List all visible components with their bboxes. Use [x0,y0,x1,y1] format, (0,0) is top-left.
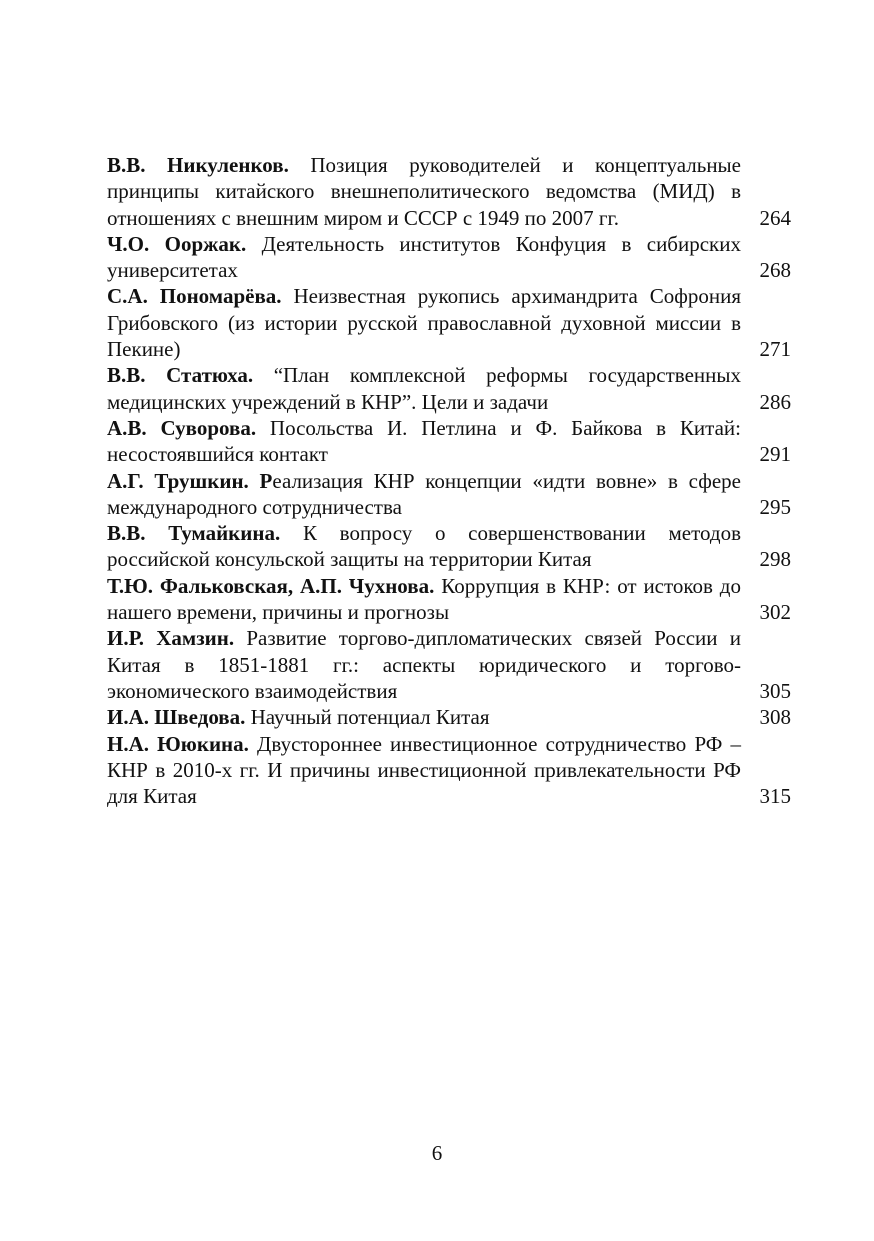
toc-entry [107,573,791,626]
toc-entry [107,468,791,521]
toc-entry-page: 298 [759,547,791,572]
toc-entry-title: К вопросу о совершенствовании методов российской консульской защиты на территории Китая [107,521,742,572]
toc-entry-text [107,283,741,362]
toc-entry-page: 308 [759,705,791,730]
toc-entry-text [107,625,741,704]
toc-entry-page: 305 [759,678,791,703]
toc-entry-page: 295 [759,494,791,519]
page-number: 6 [431,1141,443,1165]
toc-entry-text [107,468,741,521]
toc-entry [107,362,791,415]
toc-entry [107,152,791,231]
toc-entry [107,704,791,730]
toc-entry-page: 271 [759,337,791,362]
toc-entry [107,731,791,810]
toc-entry-text [107,231,741,284]
toc-entry-text [107,573,741,626]
toc-entry-title: Позиция руководителей и концептуальные принципы китайского внешнеполитического ведомства (МИД) в отношениях с внешним миром и СССР с 1949 по 2007 гг. [107,153,741,230]
toc-entry-page: 268 [759,258,791,283]
toc-entry [107,231,791,284]
toc-entry-title: еализация КНР концепции «идти вовне» в сфере международного сотрудничества [107,468,741,519]
toc-entry-page: 302 [759,600,791,625]
toc-entry [107,283,791,362]
toc-entry-text [107,731,741,810]
toc-entry [107,625,791,704]
toc-entry-author: А.В. Суворова. [107,415,257,440]
toc-entry-author: И.А. Шведова. [107,705,246,730]
toc-entry-title: Двустороннее инвестиционное сотрудничество РФ – КНР в 2010-х гг. И причины инвестиционной привлекательности РФ для Китая [107,731,741,809]
table-of-contents [107,152,791,809]
toc-entry-text [107,704,741,730]
toc-entry-title: Деятельность институтов Конфуция в сибирских университетах [107,231,741,283]
toc-entry-page: 315 [759,784,791,809]
toc-entry-text [107,520,741,573]
toc-entry-author: Ч.О. Ооржак. [107,231,247,256]
toc-entry-page: 291 [759,442,791,467]
toc-entry-text [107,152,741,231]
toc-entry-text [107,362,741,415]
toc-entry-author: В.В. Тумайкина. [107,521,281,546]
toc-entry-author: А.Г. Трушкин. Р [107,468,273,493]
toc-entry-page: 264 [759,205,791,230]
toc-entry [107,520,791,573]
toc-entry-author: Т.Ю. Фальковская, А.П. Чухнова. [107,573,435,598]
toc-entry-title: Научный потенциал Китая [250,705,490,730]
toc-entry-title: Неизвестная рукопись архимандрита Софрония Грибовского (из истории русской православной духовной миссии в Пекине) [107,284,742,362]
toc-entry-author: В.В. Статюха. [107,363,254,388]
toc-entry-title: “План комплексной реформы государственных медицинских учреждений в КНР”. Цели и задачи [107,363,742,414]
toc-entry-text [107,415,741,468]
toc-entry-title: Развитие торгово-дипломатических связей России и Китая в 1851-1881 гг.: аспекты юридического и торгово-экономического взаимодействия [107,626,741,703]
toc-entry-title: Коррупция в КНР: от истоков до нашего времени, причины и прогнозы [107,573,741,625]
toc-entry-author: В.В. Никуленков. [107,153,289,177]
toc-entry-author: С.А. Пономарёва. [107,284,282,309]
toc-entry-author: Н.А. Ююкина. [107,731,249,756]
toc-entry-author: И.Р. Хамзин. [107,626,235,651]
toc-entry [107,415,791,468]
toc-entry-page: 286 [759,389,791,414]
toc-entry-title: Посольства И. Петлина и Ф. Байкова в Китай: несостоявшийся контакт [107,415,741,467]
